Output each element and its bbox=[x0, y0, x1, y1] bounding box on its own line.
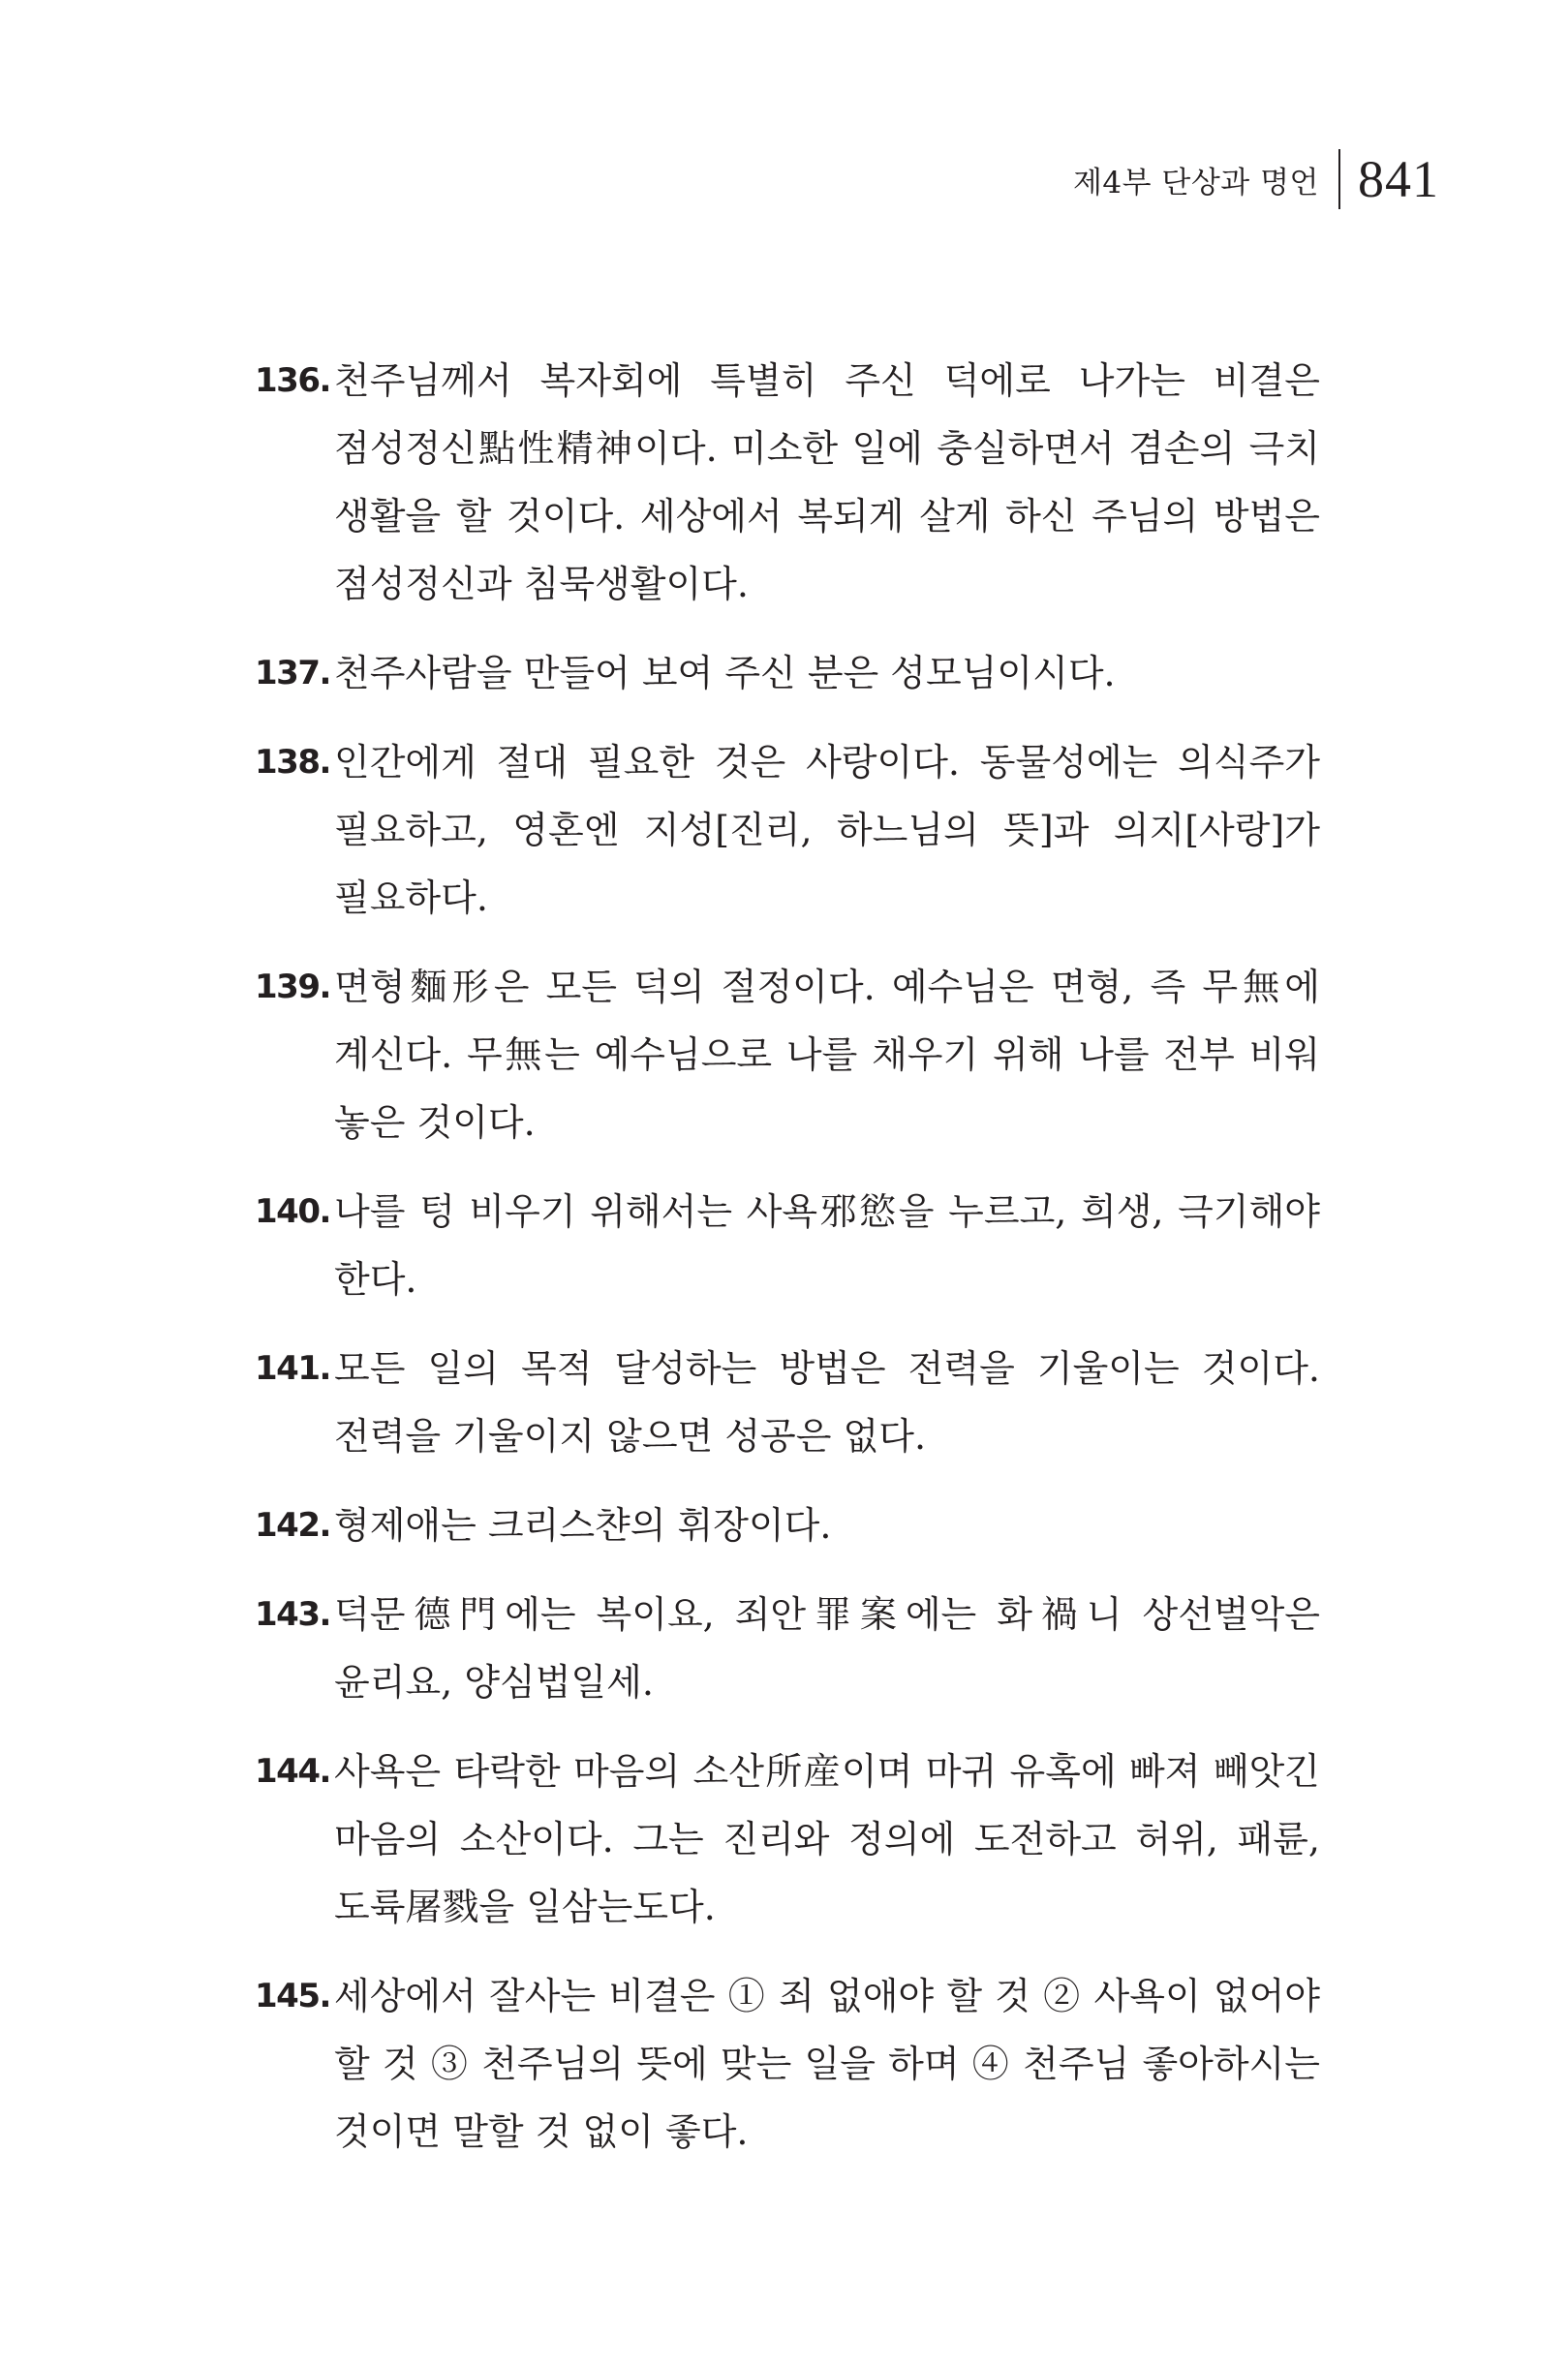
header-divider bbox=[1338, 149, 1340, 209]
entry-number: 144. bbox=[255, 1752, 330, 1791]
entry-text: 모든 일의 목적 달성하는 방법은 전력을 기울이는 것이다. 전력을 기울이지 않으면 성공은 없다. bbox=[334, 1347, 1320, 1458]
running-header bbox=[1073, 143, 1439, 215]
entry-text: 나를 텅 비우기 위해서는 사욕邪慾을 누르고, 희생, 극기해야 한다. bbox=[334, 1190, 1320, 1301]
entry-number: 145. bbox=[255, 1977, 330, 2015]
list-item bbox=[255, 347, 1320, 618]
entry-number: 142. bbox=[255, 1506, 330, 1545]
entry-text: 인간에게 절대 필요한 것은 사랑이다. 동물성에는 의식주가 필요하고, 영혼엔 지성[진리, 하느님의 뜻]과 의지[사랑]가 필요하다. bbox=[334, 741, 1320, 919]
entry-number: 136. bbox=[255, 361, 330, 400]
aphorism-list bbox=[255, 347, 1320, 2187]
entry-text: 천주사람을 만들어 보여 주신 분은 성모님이시다. bbox=[334, 652, 1116, 694]
list-item bbox=[255, 1581, 1320, 1716]
list-item bbox=[255, 1492, 1320, 1559]
list-item bbox=[255, 953, 1320, 1156]
entry-text: 면형麵形은 모든 덕의 절정이다. 예수님은 면형, 즉 무無에 계신다. 무無는 예수님으로 나를 채우기 위해 나를 전부 비워 놓은 것이다. bbox=[334, 966, 1320, 1144]
entry-number: 140. bbox=[255, 1192, 330, 1231]
entry-number: 137. bbox=[255, 654, 330, 692]
page-number: 841 bbox=[1358, 150, 1439, 208]
entry-number: 139. bbox=[255, 968, 330, 1006]
list-item bbox=[255, 639, 1320, 707]
entry-number: 141. bbox=[255, 1349, 330, 1388]
entry-text: 사욕은 타락한 마음의 소산所産이며 마귀 유혹에 빠져 빼앗긴 마음의 소산이다. 그는 진리와 정의에 도전하고 허위, 패륜, 도륙屠戮을 일삼는도다. bbox=[334, 1750, 1320, 1928]
entry-text: 덕문德門에는 복이요, 죄안罪案에는 화禍니 상선벌악은 윤리요, 양심법일세. bbox=[334, 1593, 1320, 1704]
entry-text: 형제애는 크리스챤의 휘장이다. bbox=[334, 1504, 832, 1547]
list-item bbox=[255, 1962, 1320, 2166]
list-item bbox=[255, 1335, 1320, 1470]
list-item bbox=[255, 1738, 1320, 1941]
list-item bbox=[255, 728, 1320, 932]
list-item bbox=[255, 1178, 1320, 1313]
entry-text: 천주님께서 복자회에 특별히 주신 덕에로 나가는 비결은 점성정신點性精神이다. 미소한 일에 충실하면서 겸손의 극치 생활을 할 것이다. 세상에서 복되게 살게 하신 주님의 방법은 점성정신과 침묵생활이다. bbox=[334, 359, 1320, 605]
section-title: 제4부 단상과 명언 bbox=[1072, 165, 1319, 200]
entry-number: 138. bbox=[255, 743, 330, 782]
entry-text: 세상에서 잘사는 비결은 ① 죄 없애야 할 것 ② 사욕이 없어야 할 것 ③ 천주님의 뜻에 맞는 일을 하며 ④ 천주님 좋아하시는 것이면 말할 것 없이 좋다. bbox=[334, 1975, 1320, 2153]
entry-number: 143. bbox=[255, 1595, 330, 1634]
